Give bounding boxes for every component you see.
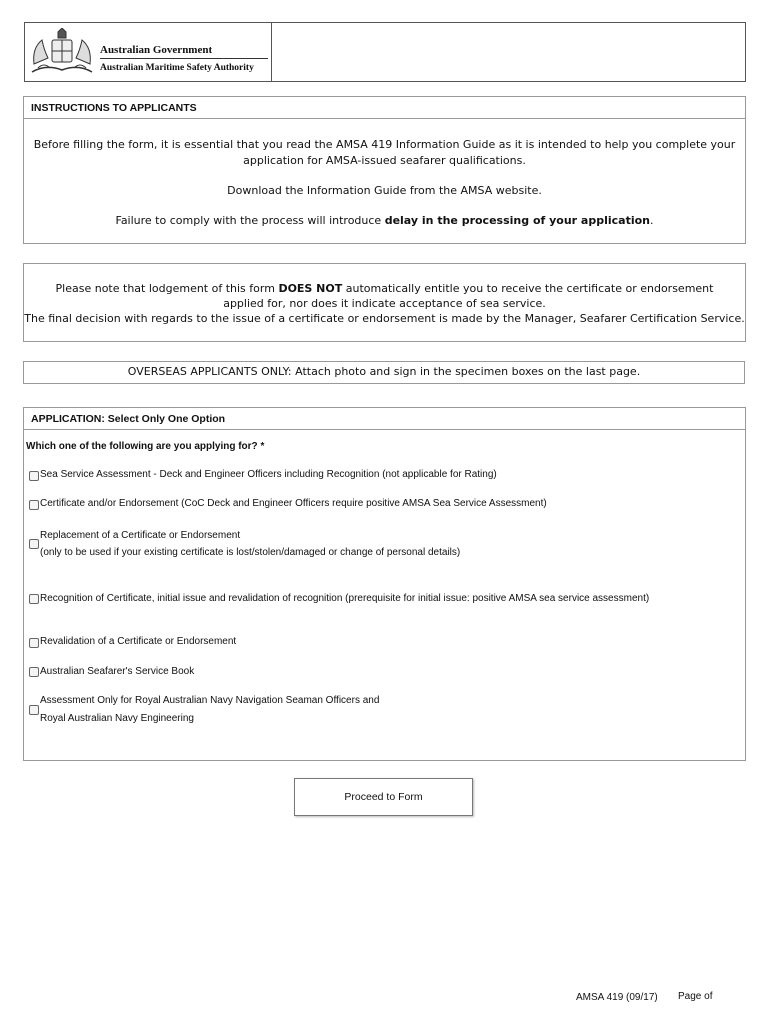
para3-bold: delay in the processing of your application: [384, 214, 650, 227]
option-label-3: Replacement of a Certificate or Endorsement: [40, 530, 241, 541]
government-name: Australian Government: [100, 44, 213, 56]
notice-panel: [23, 263, 746, 342]
option-label-1: Sea Service Assessment - Deck and Engineer Officers including Recognition (not applicable for Rating): [40, 469, 497, 480]
instructions-para3: [24, 214, 745, 227]
notice-line2: The final decision with regards to the issue of a certificate or endorsement is made by the Manager, Seafarer Certification Service.: [24, 312, 745, 325]
form-id: AMSA 419 (09/17): [576, 992, 658, 1003]
option-checkbox-3[interactable]: [29, 539, 39, 549]
notice-line1: [24, 281, 745, 311]
option-label-7: Assessment Only for Royal Australian Navy Navigation Seaman Officers and: [40, 695, 380, 706]
option-checkbox-2[interactable]: [29, 500, 39, 510]
option-label-6: Australian Seafarer's Service Book: [40, 666, 195, 677]
option-checkbox-6[interactable]: [29, 667, 39, 677]
notice-suffix: automatically entitle you to receive the certificate or endorsement applied for, nor does it indicate acceptance of sea service.: [223, 282, 714, 310]
overseas-text: OVERSEAS APPLICANTS ONLY: Attach photo and sign in the specimen boxes on the last page.: [127, 365, 641, 378]
option-label-7-line2: Royal Australian Navy Engineering: [40, 713, 194, 724]
option-checkbox-7[interactable]: [29, 705, 39, 715]
option-label-3-note: (only to be used if your existing certificate is lost/stolen/damaged or change of personal details): [40, 547, 461, 558]
instructions-panel: [23, 96, 746, 244]
instructions-para1: Before filling the form, it is essential that you read the AMSA 419 Information Guide as it is intended to help you complete your application for AMSA-issued seafarer qualifications.: [33, 138, 736, 167]
application-panel: [23, 407, 746, 761]
notice-prefix: Please note that lodgement of this form: [55, 282, 279, 295]
para3-suffix: .: [650, 214, 654, 227]
notice-bold: DOES NOT: [278, 282, 343, 295]
option-checkbox-1[interactable]: [29, 471, 39, 481]
application-heading: APPLICATION: Select Only One Option: [24, 408, 745, 430]
para3-prefix: Failure to comply with the process will introduce: [115, 214, 385, 227]
option-label-4: Recognition of Certificate, initial issue and revalidation of recognition (prerequisite for initial issue: positive AMSA sea service assessment): [40, 593, 650, 604]
option-label-2: Certificate and/or Endorsement (CoC Deck and Engineer Officers require positive AMSA Sea Service Assessment): [40, 498, 547, 509]
option-label-5: Revalidation of a Certificate or Endorsement: [40, 636, 237, 647]
instructions-heading: INSTRUCTIONS TO APPLICANTS: [24, 97, 745, 119]
application-question: Which one of the following are you applying for? *: [26, 441, 265, 452]
logo-block: [24, 22, 272, 82]
proceed-button[interactable]: Proceed to Form: [294, 778, 473, 816]
divider: [100, 58, 268, 59]
instructions-para2: Download the Information Guide from the AMSA website.: [227, 184, 542, 197]
authority-name: Australian Maritime Safety Authority: [100, 63, 254, 73]
page-number: Page of: [678, 991, 713, 1002]
option-checkbox-5[interactable]: [29, 638, 39, 648]
option-checkbox-4[interactable]: [29, 594, 39, 604]
overseas-notice: [23, 361, 745, 384]
coat-of-arms-icon: [30, 28, 94, 76]
